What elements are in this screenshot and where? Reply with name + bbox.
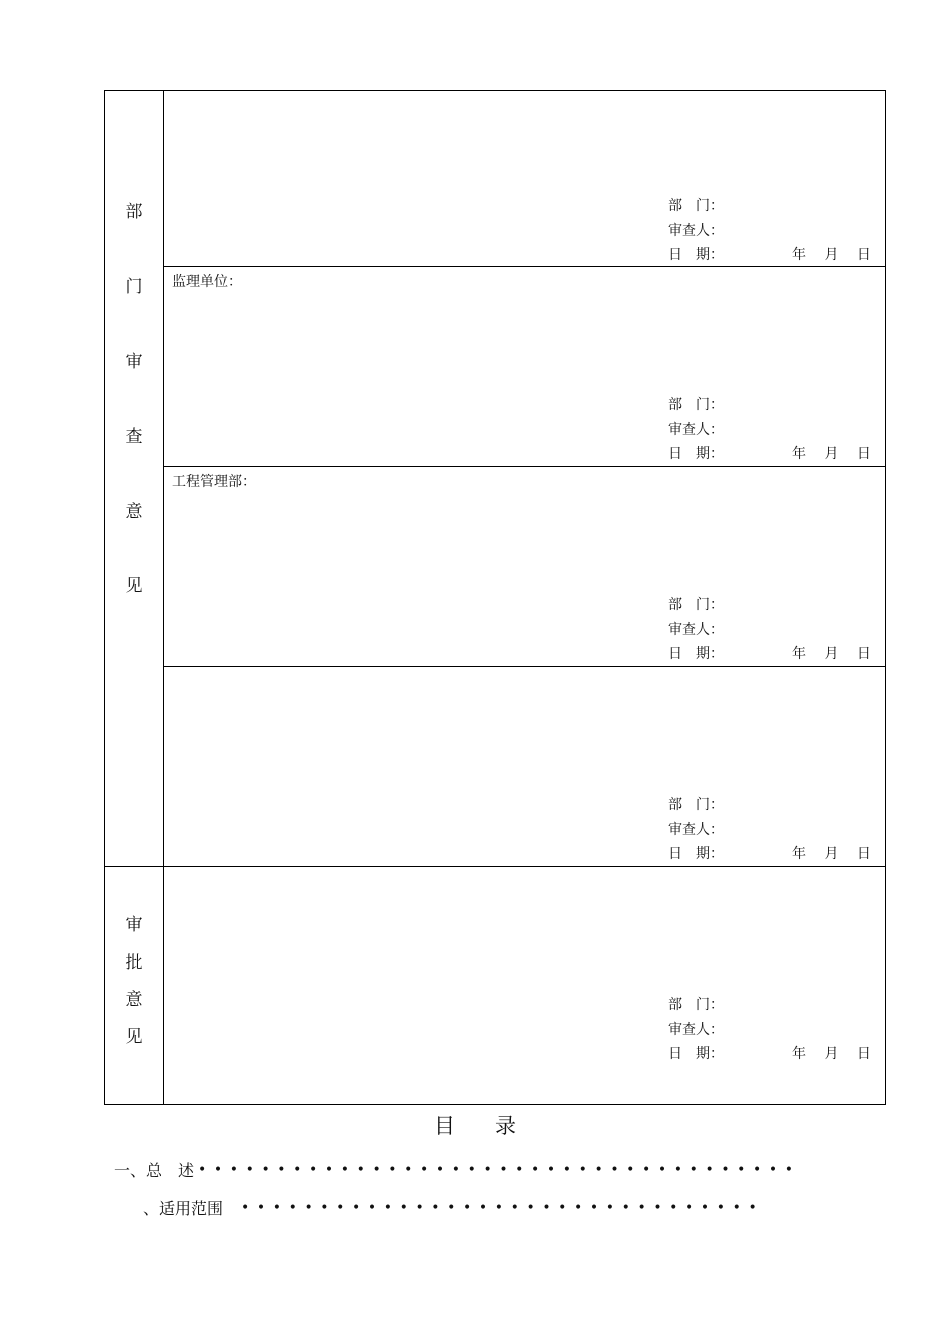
reviewer-label: 审查人： (668, 421, 724, 438)
ymd-label: 年 月 日 (792, 1046, 871, 1062)
toc-item[interactable] (114, 1158, 801, 1181)
approval-label-char: 批 (125, 953, 143, 973)
approval-label-char: 见 (125, 1027, 143, 1047)
reviewer-label: 审查人： (668, 222, 724, 239)
date-label: 日 期： (668, 247, 724, 263)
toc-item-label: 、适用范围 (143, 1199, 224, 1218)
ymd-label: 年 月 日 (792, 646, 871, 662)
toc-leader-dots: ••••••••••••••••••••••••••••••••• (241, 1199, 765, 1216)
approval-label-char: 审 (125, 915, 143, 935)
approval-section[interactable] (164, 867, 885, 1104)
ymd-label: 年 月 日 (792, 446, 871, 462)
date-label: 日 期： (668, 846, 724, 862)
dept-review-label-char: 意 (125, 502, 143, 522)
ymd-label: 年 月 日 (792, 846, 871, 862)
ymd-label: 年 月 日 (792, 247, 871, 263)
review-section-4[interactable] (164, 667, 885, 866)
section-title: 监理单位： (172, 274, 242, 290)
dept-label: 部 门： (668, 198, 724, 214)
toc-title: 目录 (434, 1114, 556, 1138)
dept-label: 部 门： (668, 597, 724, 613)
dept-label: 部 门： (668, 797, 724, 813)
reviewer-label: 审查人： (668, 821, 724, 838)
dept-review-label-char: 查 (125, 427, 143, 447)
dept-review-label-char: 见 (125, 576, 143, 596)
toc-item[interactable] (143, 1196, 764, 1219)
dept-review-label-char: 部 (125, 202, 143, 222)
dept-label: 部 门： (668, 397, 724, 413)
reviewer-label: 审查人： (668, 621, 724, 638)
date-label: 日 期： (668, 446, 724, 462)
reviewer-label: 审查人： (668, 1021, 724, 1038)
toc-item-label: 一、总 述 (114, 1161, 195, 1180)
dept-review-label-char: 门 (125, 277, 143, 297)
review-section-supervision[interactable] (164, 267, 885, 466)
date-label: 日 期： (668, 646, 724, 662)
date-label: 日 期： (668, 1046, 724, 1062)
review-section-1[interactable] (164, 91, 885, 266)
section-title: 工程管理部： (172, 474, 256, 490)
approval-label-char: 意 (125, 990, 143, 1010)
dept-label: 部 门： (668, 997, 724, 1013)
dept-review-label-char: 审 (125, 352, 143, 372)
review-form-table (104, 90, 886, 1105)
toc-leader-dots: •••••••••••••••••••••••••••••••••••••• (198, 1161, 801, 1178)
review-section-engineering[interactable] (164, 467, 885, 666)
